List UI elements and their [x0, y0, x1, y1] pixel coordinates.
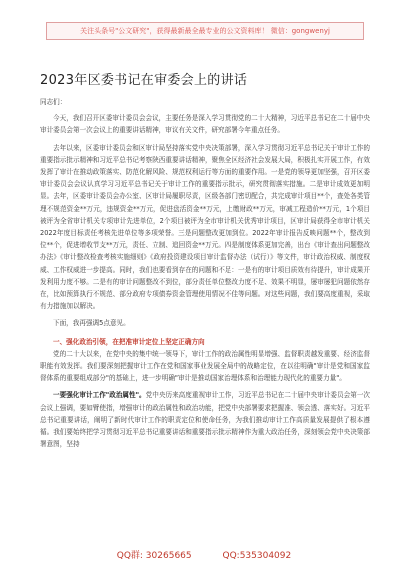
paragraph: 今天，我们召开区委审计委员会会议，主要任务是深入学习贯彻党的二十大精神，习近平总书记在二十届中央审计委员会第一次会议上的重要讲话精神，审议有关文件，研究部署今年重点任务。	[40, 114, 370, 135]
paragraph: 党的二十大以来，在党中央的集中统一领导下，审计工作的政治属性明显增强、监督职责越发重要、经济监督职能有效发挥。我们要深刻把握审计工作在党和国家事业发展全局中的战略定位，在以往明确"审计是党和国家监督体系的重要组成部分"的基础上，进一步明确"审计是推动国家治理体系和治理能力现代化的重要力量"。	[40, 349, 370, 383]
salutation: 同志们：	[40, 98, 67, 106]
section-heading: 一、强化政治引领，在把准审计定位上坚定正确方向	[53, 337, 205, 346]
qq-number: QQ:535304092	[222, 551, 292, 561]
subsection-lead: 一要强化审计工作"政治属性"。	[53, 391, 146, 400]
qq-group: QQ群: 30265665	[116, 551, 192, 561]
document-title: 2023年区委书记在审委会上的讲话	[40, 73, 248, 88]
subsection-text: 党中央历来高度重视审计工作，习近平总书记在二十届中央审计委员会第一次会议上强调，要如臂使指，增强审计的政治属性和政治功能，把党中央部署要求把握准、领会透、落实好。习近平总书记重要讲话，阐明了新时代审计工作的职责定位和使命任务，为我们推动审计工作高质量发展提供了根本遵循。我们要始终把学习贯彻习近平总书记重要讲话和重要指示批示精神作为重大政治任务，深刻领会党中央决策部署意图，坚持	[40, 391, 370, 449]
footer-contact	[0, 548, 408, 561]
paragraph: 去年以来，区委审计委员会和区审计局坚持落实党中央决策部署，深入学习贯彻习近平总书记关于审计工作的重要指示批示精神和习近平总书记考察陕西重要讲话精神，聚焦全区经济社会发展大局，积极扎实开展工作，有效发挥了审计在推动政策落实、防范化解风险、规范权利运行等方面的重要作用。一是党的领导更加坚强，召开区委审计委员会会议认真学习习近平总书记关于审计工作的重要指示批示，研究贯彻落实措施。二是审计成效更加明显。去年，区委审计委员会办公室、区审计局履职尽责，区级各部门密切配合，共完成审计项目**个，查处各类管理不规范资金**万元，违规资金**万元，促进盘活资金**万元，上缴财政**万元，审减工程造价**万元，1个项目被评为全省审计机关专项审计先进单位，2个项目被评为全市审计机关优秀审计项目，区审计局获得全市审计机关2022年度目标责任考核先进单位等多项荣誉。三是问题整改更加到位。2022年审计报告反映问题**个，整改到位**个，促进增收节支**万元，责任、立制、追回资金**万元。四是制度体系更加完善，出台《审计查出问题整改办法》《审计整改检查考核实施细则》《政府投资建设项目审计监督办法（试行）》等文件，审计政治权威、制度权威、工作权威进一步提高。同时，我们也要看到存在的问题和不足：一是有的审计项目质效有待提升，审计成果开发利用力度不够。二是有的审计问题整改不到位，部分责任单位整改力度不足、效果不明显，屡审屡犯问题依然存在，比如预算执行不规范、部分政府专项债券资金管理使用情况不佳等问题。对这些问题，我们要高度重视，采取有力措施加以解决。	[40, 143, 370, 311]
subsection-paragraph	[40, 389, 370, 450]
paragraph: 下面，我再强调5点意见。	[53, 319, 130, 328]
document-body	[40, 96, 370, 546]
promo-banner: 关注头条号"公文研究"，获得最新最全最专业的公文资料库！ 微信：gongwenyj	[46, 22, 364, 40]
